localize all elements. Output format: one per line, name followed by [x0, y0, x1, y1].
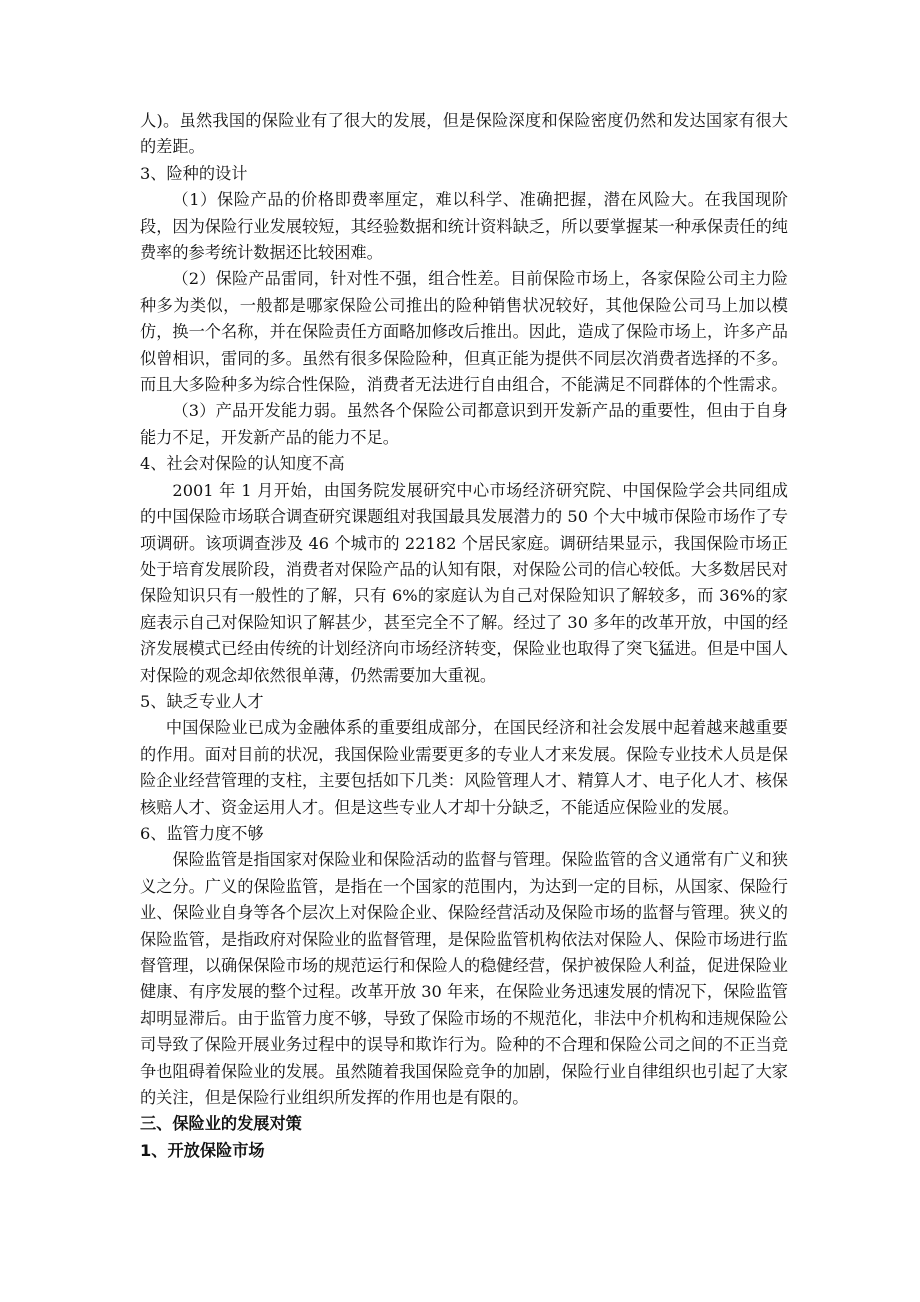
paragraph: （2）保险产品雷同，针对性不强，组合性差。目前保险市场上，各家保险公司主力险种多为类似，一般都是哪家保险公司推出的险种销售状况较好，其他保险公司马上加以模仿，换一个名称，并在保险责任方面略加修改后推出。因此，造成了保险市场上，许多产品似曾相识，雷同的多。虽然有很多保险险种，但真正能为提供不同层次消费者选择的不多。而且大多险种多为综合性保险，消费者无法进行自由组合，不能满足不同群体的个性需求。: [140, 269, 788, 395]
paragraph: 2001 年 1 月开始，由国务院发展研究中心市场经济研究院、中国保险学会共同组成的中国保险市场联合调查研究课题组对我国最具发展潜力的 50 个大中城市保险市场作了专项调研。该项调查涉及 46 个城市的 22182 个居民家庭。调研结果显示，我国保险市场正处于培育发展阶段，消费者对保险产品的认知有限，对保险公司的信心较低。大多数居民对保险知识只有一般性的了解，只有 6%的家庭认为自己对保险知识了解较多，而 36%的家庭表示自己对保险知识了解甚少，甚至完全不了解。经过了 30 多年的改革开放，中国的经济发展模式已经由传统的计划经济向市场经济转变，保险业也取得了突飞猛进。但是中国人对保险的观念却依然很单薄，仍然需要加大重视。: [140, 480, 788, 685]
paragraph: （1）保险产品的价格即费率厘定，难以科学、准确把握，潜在风险大。在我国现阶段，因为保险行业发展较短，其经验数据和统计资料缺乏，所以要掌握某一种承保责任的纯费率的参考统计数据还比较困难。: [140, 190, 788, 263]
section-heading: 3、险种的设计: [140, 163, 248, 183]
paragraph: 保险监管是指国家对保险业和保险活动的监督与管理。保险监管的含义通常有广义和狭义之分。广义的保险监管，是指在一个国家的范围内，为达到一定的目标，从国家、保险行业、保险业自身等各个层次上对保险企业、保险经营活动及保险市场的监督与管理。狭义的保险监管，是指政府对保险业的监督管理，是保险监管机构依法对保险人、保险市场进行监督管理，以确保保险市场的规范运行和保险人的稳健经营，保护被保险人利益，促进保险业健康、有序发展的整个过程。改革开放 30 年来，在保险业务迅速发展的情况下，保险监管却明显滞后。由于监管力度不够，导致了保险市场的不规范化，非法中介机构和违规保险公司导致了保险开展业务过程中的误导和欺诈行为。险种的不合理和保险公司之间的不正当竞争也阻碍着保险业的发展。虽然随着我国保险竞争的加剧，保险行业自律组织也引起了大家的关注，但是保险行业组织所发挥的作用也是有限的。: [140, 850, 788, 1108]
paragraph: 人)。虽然我国的保险业有了很大的发展，但是保险深度和保险密度仍然和发达国家有很大的差距。: [140, 111, 788, 157]
section-heading: 5、缺乏专业人才: [140, 691, 264, 711]
section-heading: 6、监管力度不够: [140, 823, 264, 843]
paragraph: 中国保险业已成为金融体系的重要组成部分，在国民经济和社会发展中起着越来越重要的作用。面对目前的状况，我国保险业需要更多的专业人才来发展。保险专业技术人员是保险企业经营管理的支柱，主要包括如下几类：风险管理人才、精算人才、电子化人才、核保核赔人才、资金运用人才。但是这些专业人才却十分缺乏，不能适应保险业的发展。: [140, 718, 788, 817]
document-body: [140, 108, 788, 1164]
chapter-heading: 三、保险业的发展对策: [140, 1114, 302, 1134]
section-heading-bold: 1、开放保险市场: [140, 1140, 265, 1160]
paragraph: （3）产品开发能力弱。虽然各个保险公司都意识到开发新产品的重要性，但由于自身能力不足，开发新产品的能力不足。: [140, 401, 788, 447]
section-heading: 4、社会对保险的认知度不高: [140, 454, 345, 474]
